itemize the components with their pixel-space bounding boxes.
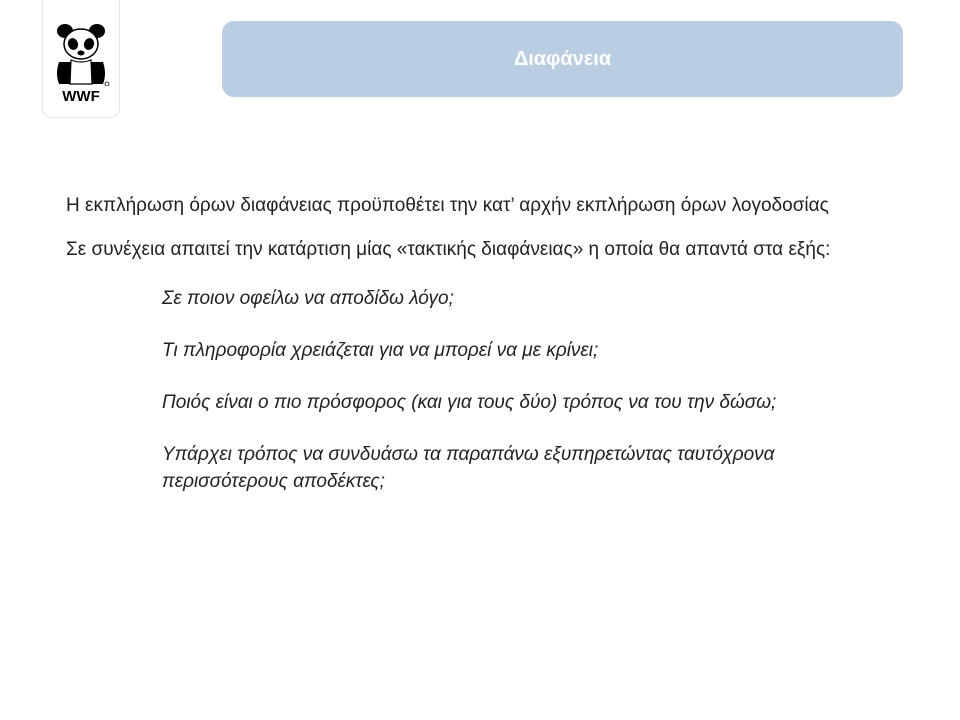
question-item: Τι πληροφορία χρειάζεται για να μπορεί να με κρίνει; (162, 340, 599, 361)
panda-icon (51, 22, 113, 86)
title-bar (222, 21, 903, 97)
question-item: Υπάρχει τρόπος να συνδυάσω τα παραπάνω εξυπηρετώντας ταυτόχρονα περισσότερους αποδέκτες; (162, 444, 775, 492)
paragraph: Η εκπλήρωση όρων διαφάνειας προϋποθέτει την κατ’ αρχήν εκπλήρωση όρων λογοδοσίας (66, 195, 829, 216)
slide-content (66, 192, 886, 520)
wwf-logo (42, 0, 120, 118)
paragraph: Σε συνέχεια απαιτεί την κατάρτιση μίας «τακτικής διαφάνειας» η οποία θα απαντά στα εξής: (66, 239, 831, 260)
page-title: Διαφάνεια (513, 47, 612, 70)
logo-text: WWF (62, 88, 100, 105)
question-item: Σε ποιον οφείλω να αποδίδω λόγο; (162, 288, 454, 309)
question-item: Ποιός είναι ο πιο πρόσφορος (και για τους δύο) τρόπος να του την δώσω; (162, 392, 777, 413)
